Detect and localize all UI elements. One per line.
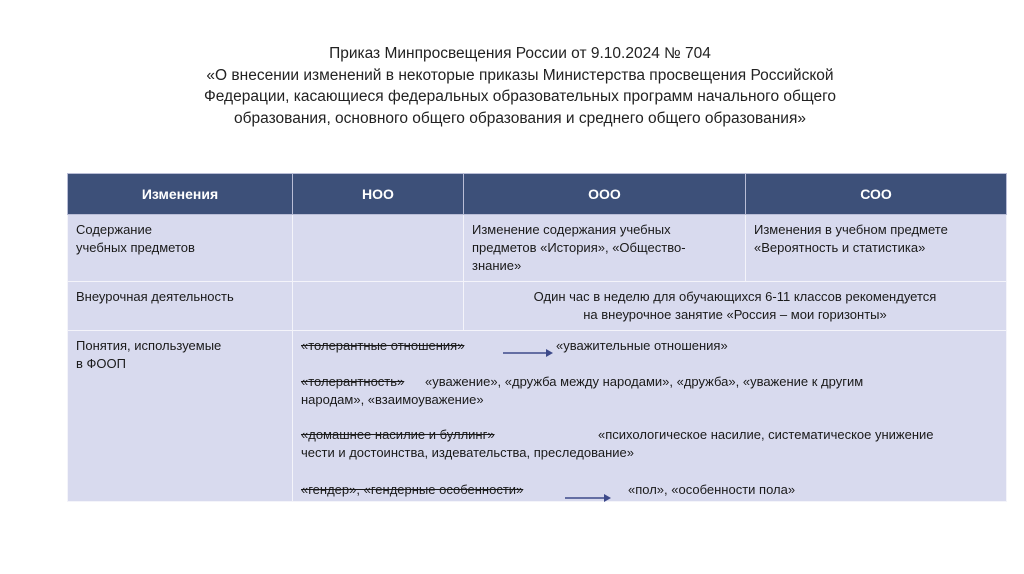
row-label-subjects: Содержание учебных предметов — [68, 215, 293, 282]
new-term-3-line-2: чести и достоинства, издевательства, преследование» — [301, 445, 634, 460]
row-label-concepts: Понятия, используемые в ФООП — [68, 331, 293, 502]
title-line-3: Федерации, касающиеся федеральных образовательных программ начального общего — [203, 88, 837, 105]
replace-arrow-icon — [503, 348, 553, 358]
old-term-2: «толерантность» — [301, 374, 405, 389]
old-term-1: «толерантные отношения» — [301, 338, 465, 353]
new-term-4: «пол», «особенности пола» — [628, 482, 796, 497]
row-label-extracurricular: Внеурочная деятельность — [68, 282, 293, 331]
concepts-block — [301, 335, 998, 501]
table-row — [68, 282, 1007, 331]
cell-concepts-merged — [293, 331, 1007, 502]
replace-arrow-icon — [565, 493, 611, 503]
cell-noo-empty — [293, 215, 464, 282]
new-term-1: «уважительные отношения» — [556, 338, 728, 353]
cell-soo-subjects: Изменения в учебном предмете «Вероятность и статистика» — [746, 215, 1007, 282]
cell-noo-empty — [293, 282, 464, 331]
new-term-3-line-1: «психологическое насилие, систематическое унижение — [598, 427, 934, 442]
new-term-2-line-2: народам», «взаимоуважение» — [301, 392, 484, 407]
cell-extracurricular-merged: Один час в неделю для обучающихся 6-11 классов рекомендуется на внеурочное занятие «Россия – мои горизонты» — [464, 282, 1007, 331]
title-line-1: Приказ Минпросвещения России от 9.10.2024 № 704 — [329, 45, 711, 62]
table-header-row — [68, 174, 1007, 215]
new-term-2-line-1: «уважение», «дружба между народами», «дружба», «уважение к другим — [425, 374, 864, 389]
header-changes: Изменения — [68, 174, 293, 215]
header-ooo: ООО — [464, 174, 746, 215]
cell-ooo-subjects: Изменение содержания учебных предметов «История», «Общество- знание» — [464, 215, 746, 282]
old-term-3: «домашнее насилие и буллинг» — [301, 427, 495, 442]
changes-table — [67, 173, 1007, 502]
slide-title — [150, 43, 890, 129]
title-line-4: образования, основного общего образования и среднего общего образования» — [234, 109, 806, 127]
header-soo: СОО — [746, 174, 1007, 215]
header-noo: НОО — [293, 174, 464, 215]
old-term-4: «гендер», «гендерные особенности» — [301, 482, 524, 497]
title-line-2: «О внесении изменений в некоторые приказы Министерства просвещения Российской — [206, 66, 834, 84]
table-row — [68, 215, 1007, 282]
